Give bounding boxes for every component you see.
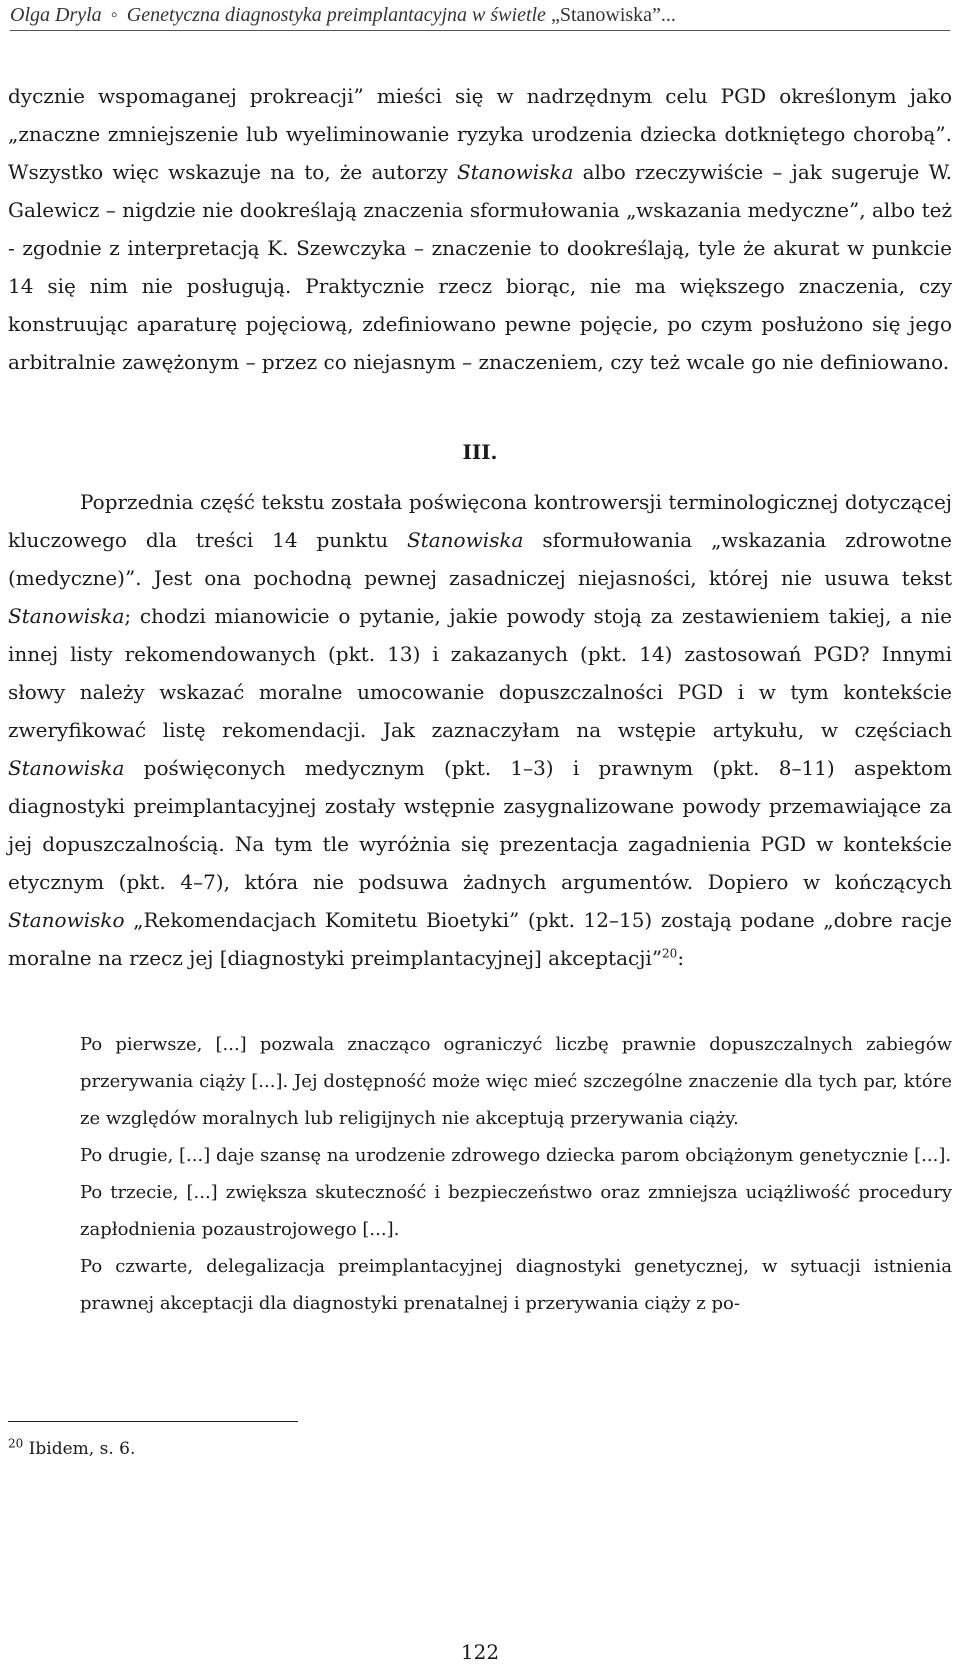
header-separator: ◦ [110,4,118,26]
section-heading: III. [462,440,498,464]
paragraph-section-3 [8,483,952,977]
quote-item: Po pierwsze, [...] pozwala znacząco ograniczyć liczbę prawnie dopuszczalnych zabiegów przerywania ciąży [...]. Jej dostępność może więc mieć szczególne znaczenie dla tych par, które ze względów moralnych lub religijnych nie akceptują przerywania ciąży. [80,1034,952,1129]
footnote-reference[interactable]: 20 [662,946,678,961]
running-header [10,0,950,31]
footnote [8,1434,135,1464]
text-run: dycznie wspomaganej prokreacji” mieści się w nadrzędnym celu PGD określonym jako „znaczne zmniejszenie lub wyeliminowanie ryzyka urodzenia dziecka dotkniętego chorobą”. Wszystko więc wskazuje na to, że autorzy [8,84,952,184]
italic-title: Stanowisko [8,908,125,932]
block-quote [80,1026,952,1322]
header-author: Olga Dryla [10,4,102,26]
paragraph-2 [8,483,952,977]
text-run: „Rekomendacjach Komitetu Bioetyki” (pkt. 12–15) zostają podane „dobre racje moralne na rzecz jej [diagnostyki preimplantacyjnej] akceptacji” [8,908,952,970]
quote-item: Po drugie, [...] daje szansę na urodzenie zdrowego dziecka parom obciążonym genetycznie [...]. [80,1145,952,1166]
italic-title: Stanowiska [8,756,125,780]
text-run: sformułowania „wskazania zdrowotne (medyczne)”. Jest ona pochodną pewnej zasadniczej niejasności, której nie usuwa tekst [8,528,952,590]
page-number: 122 [460,1640,500,1664]
text-run: Poprzednia część tekstu została poświęcona kontrowersji terminologicznej dotyczącej kluczowego dla treści 14 punktu [8,490,952,552]
quote-item: Po trzecie, [...] zwiększa skuteczność i bezpieczeństwo oraz zmniejsza uciążliwość procedury zapłodnienia pozaustrojowego [...]. [80,1182,952,1240]
header-title: Genetyczna diagnostyka preimplantacyjna w świetle [126,4,546,26]
italic-title: Stanowiska [8,604,125,628]
text-run: albo rzeczywiście – jak sugeruje W. Galewicz – nigdzie nie dookreślają znaczenia sformułowania „wskazania medyczne”, albo też - zgodnie z interpretacją K. Szewczyka – znaczenie to dookreślają, tyle że akurat w punkcie 14 się nim nie posługują. Praktycznie rzecz biorąc, nie ma większego znaczenia, czy konstruując aparaturę pojęciową, zdefiniowano pewne pojęcie, po czym posłużono się jego arbitralnie zawężonym – przez co niejasnym – znaczeniem, czy też wcale go nie definiowano. [8,160,953,374]
footnote-divider [8,1421,298,1422]
quote-item: Po czwarte, delegalizacja preimplantacyjnej diagnostyki genetycznej, w sytuacji istnienia prawnej akceptacji dla diagnostyki prenatalnej i przerywania ciąży z po- [80,1256,952,1314]
footnote-number: 20 [8,1436,24,1451]
footnote-text: Ibidem, s. 6. [23,1439,136,1459]
text-run: poświęconych medycznym (pkt. 1–3) i prawnym (pkt. 8–11) aspektom diagnostyki preimplantacyjnej zostały wstępnie zasygnalizowane powody przemawiające za jej dopuszczalnością. Na tym tle wyróżnia się prezentacja zagadnienia PGD w kontekście etycznym (pkt. 4–7), która nie podsuwa żadnych argumentów. Dopiero w kończących [8,756,952,894]
text-run: ; chodzi mianowicie o pytanie, jakie powody stoją za zestawieniem takiej, a nie innej listy rekomendowanych (pkt. 13) i zakazanych (pkt. 14) zastosowań PGD? Innymi słowy należy wskazać moralne umocowanie dopuszczalności PGD i w tym kontekście zweryfikować listę rekomendacji. Jak zaznaczyłam na wstępie artykułu, w częściach [8,604,952,742]
italic-title: Stanowiska [457,160,574,184]
header-title-tail: „Stanowiska”... [550,4,676,26]
italic-title: Stanowiska [407,528,524,552]
paragraph-1 [8,77,952,381]
text-run: : [677,946,685,970]
paragraph-continued [8,77,952,381]
